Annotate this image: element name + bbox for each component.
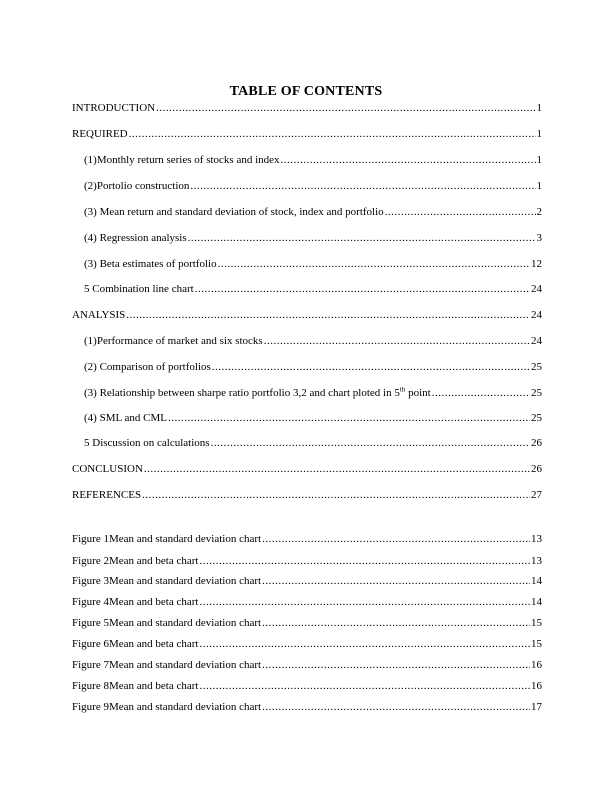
toc-entry-label: (4) SML and CML [84,412,168,424]
toc-entry-label-text: (3) Relationship between sharpe ratio portfolio 3,2 and chart ploted in 5 [84,387,400,399]
toc-entry-discussion[interactable] [84,437,542,450]
toc-entry-label: CONCLUSION [72,463,143,475]
toc-entry-page: 1 [536,102,542,114]
figure-entry-page: 17 [531,701,542,713]
figure-entry-2[interactable] [72,555,542,568]
toc-entry-page: 25 [531,387,542,399]
toc-entry-label: INTRODUCTION [72,102,156,114]
figure-entry-page: 15 [531,617,542,629]
figure-entry-label: Figure 1Mean and standard deviation chart [72,533,262,545]
toc-entry-label: (1)Performance of market and six stocks [84,335,263,347]
toc-entry-page: 24 [531,309,542,321]
figure-entry-label: Figure 9Mean and standard deviation chart [72,701,262,713]
toc-entry-regression[interactable] [84,232,542,245]
figure-entry-9[interactable] [72,701,542,714]
toc-entry-label-superscript: th [399,387,406,394]
toc-entry-portfolio-construction[interactable] [84,180,542,193]
figure-entry-page: 13 [531,555,542,567]
figure-entry-6[interactable] [72,638,542,651]
toc-entry-label: REFERENCES [72,489,142,501]
figure-entry-page: 14 [531,596,542,608]
toc-entry-comparison[interactable] [84,361,542,374]
figure-entry-label: Figure 6Mean and beta chart [72,638,199,650]
toc-entry-page: 12 [531,258,542,270]
toc-entry-label: (2)Portolio construction [84,180,190,192]
toc-entry-label: (2) Comparison of portfolios [84,361,211,373]
toc-entry-sharpe-ratio[interactable] [84,387,542,400]
figure-entry-label: Figure 3Mean and standard deviation chart [72,575,262,587]
toc-entry-page: 1 [536,128,542,140]
toc-entry-label: ANALYSIS [72,309,126,321]
toc-entry-mean-return[interactable] [84,206,542,219]
figure-entry-7[interactable] [72,659,542,672]
toc-entry-page: 3 [536,232,542,244]
toc-entry-references[interactable] [72,489,542,502]
toc-entry-required[interactable] [72,128,542,141]
toc-entry-label: (1)Monthly return series of stocks and index [84,154,280,166]
figure-entry-label: Figure 7Mean and standard deviation chart [72,659,262,671]
figure-entry-5[interactable] [72,617,542,630]
figure-entry-4[interactable] [72,596,542,609]
figure-entry-page: 16 [531,659,542,671]
toc-entry-introduction[interactable] [72,102,542,115]
toc-entry-performance[interactable] [84,335,542,348]
figure-entry-1[interactable] [72,533,542,546]
toc-entry-label [84,387,431,400]
toc-entry-conclusion[interactable] [72,463,542,476]
toc-entry-analysis[interactable] [72,309,542,322]
figure-entry-label: Figure 5Mean and standard deviation chart [72,617,262,629]
toc-entry-combination-chart[interactable] [84,283,542,296]
toc-entry-beta-estimates[interactable] [84,258,542,271]
toc-entry-monthly-return[interactable] [84,154,542,167]
toc-entry-page: 26 [531,437,542,449]
toc-entry-label: (3) Mean return and standard deviation of stock, index and portfolio [84,206,384,218]
figure-entry-8[interactable] [72,680,542,693]
figure-entry-page: 13 [531,533,542,545]
toc-entry-label-text-end: point [405,387,431,399]
figure-entry-page: 16 [531,680,542,692]
toc-entry-page: 24 [531,283,542,295]
toc-entry-page: 2 [536,206,542,218]
figure-entry-page: 15 [531,638,542,650]
toc-entry-page: 26 [531,463,542,475]
toc-entry-page: 1 [536,180,542,192]
toc-entry-page: 24 [531,335,542,347]
toc-entry-page: 1 [536,154,542,166]
toc-entry-label: (3) Beta estimates of portfolio [84,258,217,270]
toc-entry-label: REQUIRED [72,128,128,140]
toc-entry-page: 27 [531,489,542,501]
toc-entry-label: (4) Regression analysis [84,232,187,244]
toc-entry-page: 25 [531,361,542,373]
toc-entry-sml-cml[interactable] [84,412,542,425]
figure-entry-label: Figure 4Mean and beta chart [72,596,199,608]
figure-entry-label: Figure 2Mean and beta chart [72,555,199,567]
toc-entry-label: 5 Combination line chart [84,283,194,295]
toc-entry-page: 25 [531,412,542,424]
figure-entry-3[interactable] [72,575,542,588]
figure-entry-label: Figure 8Mean and beta chart [72,680,199,692]
page-title: TABLE OF CONTENTS [229,84,383,99]
toc-entry-label: 5 Discussion on calculations [84,437,210,449]
figure-entry-page: 14 [531,575,542,587]
